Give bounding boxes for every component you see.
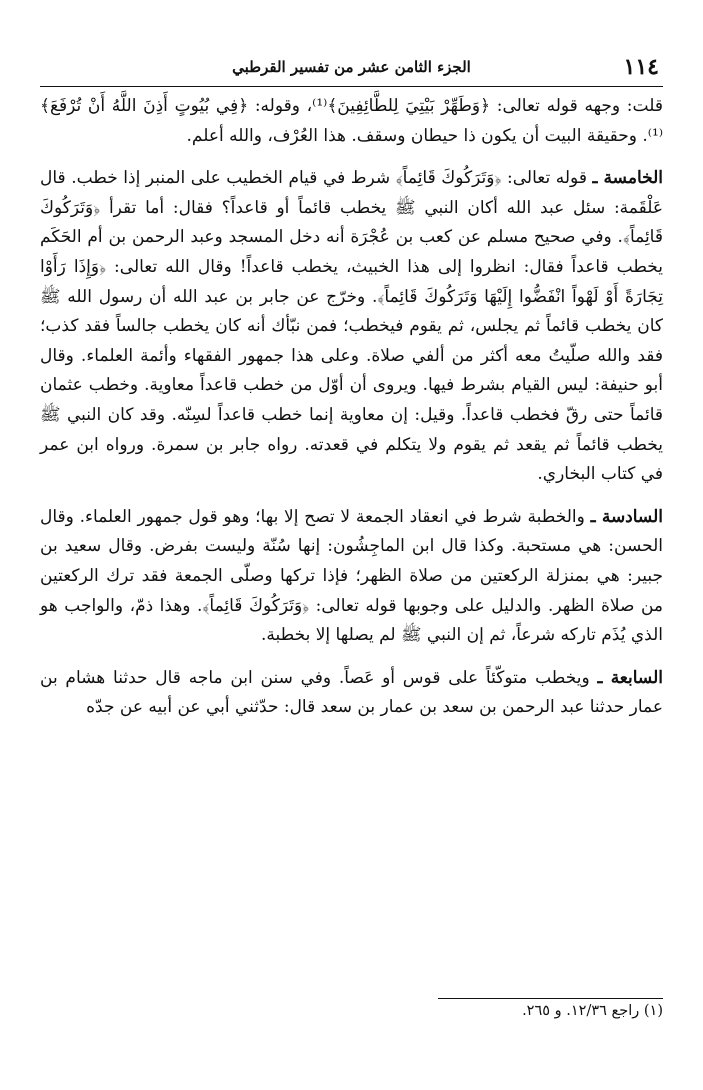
footnote-divider [438,998,663,999]
paragraph [40,164,663,490]
paragraph-lead: السادسة ـ [590,506,664,527]
paragraph-text: قوله تعالى: ﴿وَتَرَكُوكَ قَائِماً﴾ شرط في قيام الخطيب على المنبر إذا خطب. قال عَلْقَمة: سئل عبد الله أكان النبي ﷺ يخطب قائماً أو قاعداً؟ فقال: أما تقرأ ﴿وَتَرَكُوكَ قَائِماً﴾. وفي صحيح مسلم عن كعب بن عُجْرَة أنه دخل المسجد وعبد الرحمن بن أم الحَكَم يخطب قاعداً فقال: انظروا إلى هذا الخبيث، يخطب قاعداً! وقال الله تعالى: ﴿وَإِذَا رَأَوْا تِجَارَةً أَوْ لَهْواً انْفَضُّوا إِلَيْهَا وَتَرَكُوكَ قَائِماً﴾. وخرّج عن جابر بن عبد الله أن رسول الله ﷺ كان يخطب قائماً ثم يجلس، ثم يقوم فيخطب؛ فمن نبّأك أنه كان يخطب جالساً فقد كذب؛ فقد والله صلّيتُ معه أكثر من ألفي صلاة. وعلى هذا جمهور الفقهاء وأئمة العلماء. وقال أبو حنيفة: ليس القيام بشرط فيها. ويروى أن أوّل من خطب قاعداً معاوية. وخطب عثمان قائماً حتى رقّ فخطب قاعداً. وقيل: إن معاوية إنما خطب قاعداً لسِنّه. وقد كان النبي ﷺ يخطب قائماً ثم يقعد ثم يقوم ولا يتكلم في قعدته. رواه جابر بن سمرة. ورواه ابن عمر في كتاب البخاري. [40,168,663,485]
paragraph-text: قلت: وجهه قوله تعالى: ﴿وَطَهِّرْ بَيْتِيَ لِلطَّائِفِينَ﴾⁽¹⁾، وقوله: ﴿فِي بُيُوتٍ أَذِنَ اللَّهُ أَنْ تُرْفَعَ﴾⁽¹⁾. وحقيقة البيت أن يكون ذا حيطان وسقف. هذا العُرْف، والله أعلم. [40,96,663,146]
paragraph [40,503,663,651]
paragraph-text: والخطبة شرط في انعقاد الجمعة لا تصح إلا بها؛ وهو قول جمهور العلماء. وقال الحسن: هي مستحبة. وكذا قال ابن الماجِشُون: إنها سُنّة وليست بفرض. وقال سعيد بن جبير: هي بمنزلة الركعتين من صلاة الظهر؛ فإذا تركها وصلّى الجمعة فقد ترك الركعتين من صلاة الظهر. والدليل على وجوبها قوله تعالى: ﴿وَتَرَكُوكَ قَائِماً﴾. وهذا ذمّ، والواجب هو الذي يُذَم تاركه شرعاً، ثم إن النبي ﷺ لم يصلها إلا بخطبة. [40,506,663,646]
running-title: الجزء الثامن عشر من تفسير القرطبي [232,58,471,76]
main-text [40,92,663,736]
paragraph [40,92,663,151]
paragraph [40,664,663,723]
paragraph-text: ويخطب متوكّئاً على قوس أو عَصاً. وفي سنن ابن ماجه قال حدثنا هشام بن عمار حدثنا عبد الرحمن بن سعد بن عمار بن سعد قال: حدّثني أبي عن أبيه عن جدّه [40,667,663,718]
page-header [40,52,663,87]
page-number: ١١٤ [623,54,659,80]
footnote: (١) راجع ١٢/٣٦. و ٢٦٥. [522,1003,663,1019]
paragraph-lead: الخامسة ـ [592,168,663,189]
paragraph-lead: السابعة ـ [597,667,663,688]
